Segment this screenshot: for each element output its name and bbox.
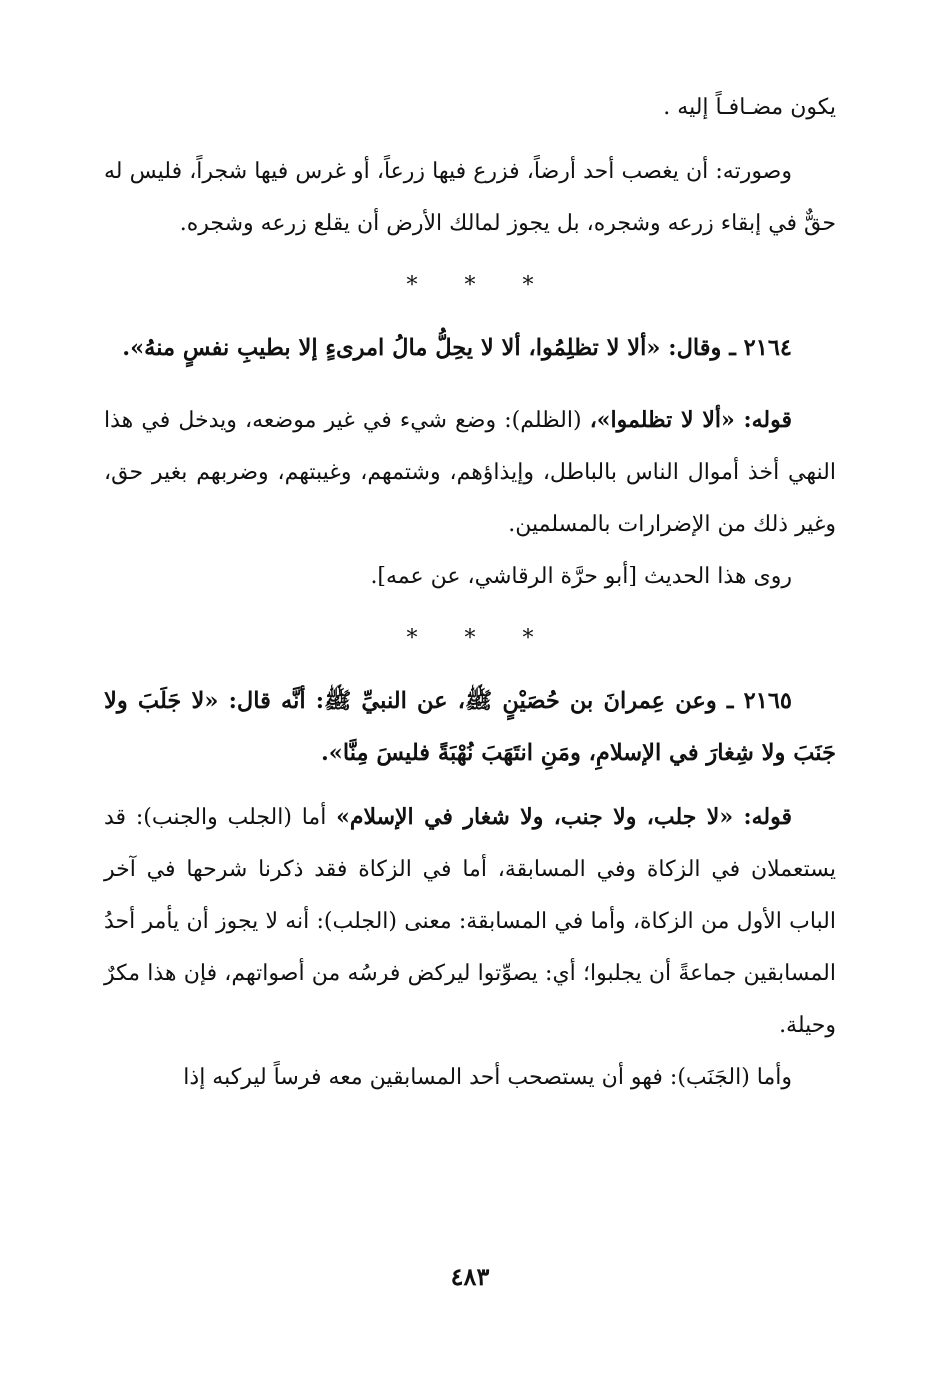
commentary-2165-body: أما (الجلب والجنب): قد يستعملان في الزكاة وفي المسابقة، أما في الزكاة فقد ذكرنا شرحها في آخر الباب الأول من الزكاة، وأما في المسابقة: معنى (الجلب): أنه لا يجوز أن يأمر أحدُ المسابقين جماعةً أن يجلبوا؛ أي: يصوِّتوا ليركض فرسُه من أصواتهم، فإن هذا مكرٌ وحيلة. (104, 805, 836, 1038)
commentary-2165 (104, 791, 836, 1052)
section-separator: * * * (406, 273, 554, 298)
commentary-2164-body: (الظلم): وضع شيء في غير موضعه، ويدخل في هذا النهي أخذ أموال الناس بالباطل، وإيذاؤهم، وشتمهم، وغيبتهم، وضربهم بغير حق، وغير ذلك من الإضرارات بالمسلمين. (104, 408, 836, 537)
commentary-2164-lead: قوله: «ألا لا تظلموا»، (589, 407, 793, 433)
page-body (104, 82, 836, 1104)
paragraph-explanation: وصورته: أن يغصب أحد أرضاً، فزرع فيها زرعاً، أو غرس فيها شجراً، فليس له حقٌّ في إبقاء زرعه وشجره، بل يجوز لمالك الأرض أن يقلع زرعه وشجره. (104, 159, 836, 236)
page-number: ٤٨٣ (450, 1262, 490, 1291)
paragraph-continuation: يكون مضـافـاً إليه . (663, 95, 836, 120)
paragraph-janab: وأما (الجَنَب): فهو أن يستصحب أحد المسابقين معه فرساً ليركبه إذا (183, 1065, 792, 1090)
commentary-2165-lead: قوله: «لا جلب، ولا جنب، ولا شغار في الإسلام» (336, 804, 792, 830)
hadith-2164: ٢١٦٤ ـ وقال: «ألا لا تظلِمُوا، ألا لا يحِلُّ مالُ امرىءٍ إلا بطيبِ نفسٍ منهُ». (122, 335, 792, 361)
hadith-2165: ٢١٦٥ ـ وعن عِمرانَ بن حُصَيْنٍ ﷺ، عن النبيِّ ﷺ: أنَّه قال: «لا جَلَبَ ولا جَنَبَ ولا شِغارَ في الإسلامِ، ومَنِ انتَهَبَ نُهْبَةً فليسَ مِنَّا». (104, 688, 836, 766)
section-separator-2: * * * (406, 626, 554, 651)
commentary-2164 (104, 394, 836, 551)
narrator-note: روى هذا الحديث [أبو حرَّة الرقاشي، عن عمه]. (370, 564, 792, 589)
